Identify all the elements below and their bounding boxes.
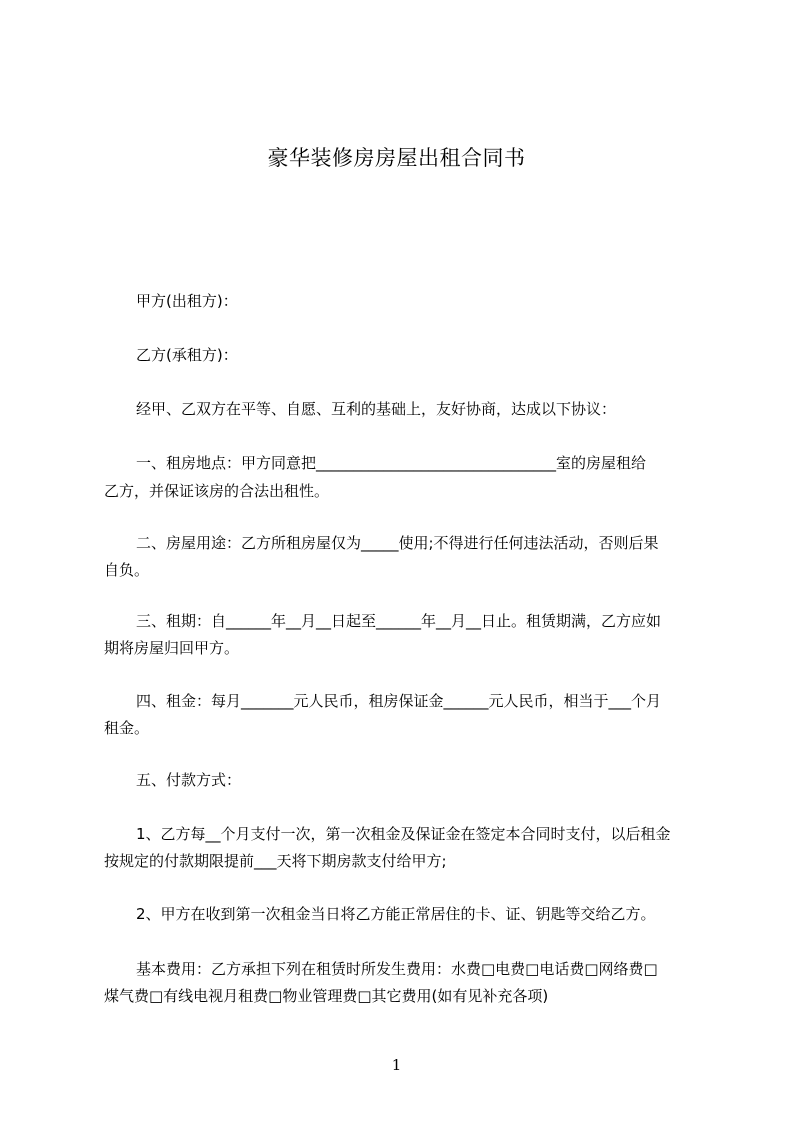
page-number: 1	[391, 1056, 402, 1074]
payment-item-2: 2、甲方在收到第一次租金当日将乙方能正常居住的卡、证、钥匙等交给乙方。	[136, 905, 656, 923]
clause-1-line-1: 一、租房地点：甲方同意把________________________________室的房屋租给	[136, 454, 647, 472]
payment-item-1-line-1: 1、乙方每__个月支付一次，第一次租金及保证金在签定本合同时支付，以后租金	[136, 825, 671, 843]
payment-item-1-line-2: 按规定的付款期限提前___天将下期房款支付给甲方;	[104, 852, 447, 870]
clause-3-line-1: 三、租期：自______年__月__日起至______年__月__日止。租赁期满，乙方应如	[136, 612, 662, 630]
document-title: 豪华装修房房屋出租合同书	[267, 146, 526, 170]
clause-1-line-2: 乙方，并保证该房的合法出租性。	[104, 482, 330, 500]
clause-3-line-2: 期将房屋归回甲方。	[104, 639, 240, 657]
basic-fees-line-1: 基本费用：乙方承担下列在租赁时所发生费用：水费□电费□电话费□网络费□	[136, 960, 658, 978]
clause-2-line-1: 二、房屋用途：乙方所租房屋仅为_____使用;不得进行任何违法活动，否则后果	[136, 534, 659, 552]
basic-fees-line-2: 煤气费□有线电视月租费□物业管理费□其它费用(如有见补充各项)	[104, 987, 549, 1005]
clause-4-line-1: 四、租金：每月_______元人民币，租房保证金______元人民币，相当于___个月	[136, 692, 662, 710]
party-b-line: 乙方(承租方)：	[136, 346, 238, 364]
party-a-line: 甲方(出租方)：	[136, 292, 238, 310]
clause-4-line-2: 租金。	[104, 719, 150, 737]
intro-paragraph: 经甲、乙双方在平等、自愿、互利的基础上，友好协商，达成以下协议：	[136, 400, 617, 418]
clause-2-line-2: 自负。	[104, 561, 150, 579]
clause-5-heading: 五、付款方式：	[136, 771, 242, 789]
